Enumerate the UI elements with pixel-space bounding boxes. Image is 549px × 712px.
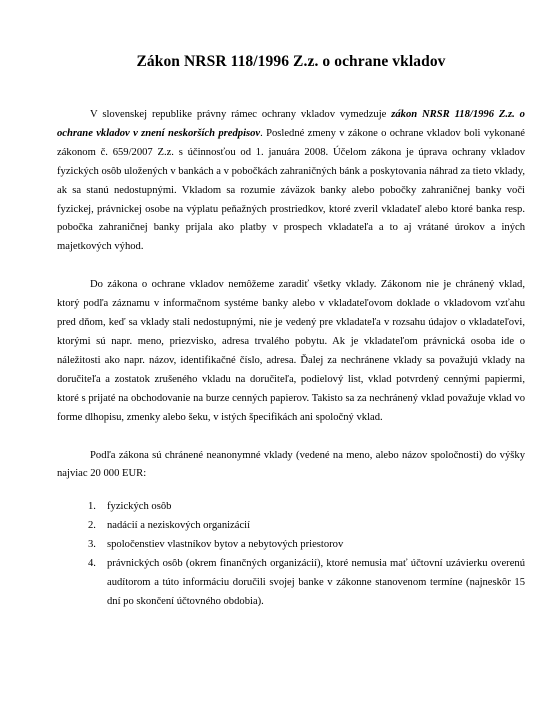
paragraph-rest-text: . Posledné zmeny v zákone o ochrane vkladov boli vykonané zákonom č. 659/2007 Z.z. s účinnosťou od 1. januára 2008. Účelom zákona je úprava ochrany vkladov fyzických osôb uložených v bankách a v pobočkách zahraničných bánk a poskytovania náhrad za tieto vklady, ak sa stanú nedostupnými. Vkladom sa rozumie záväzok banky alebo pobočky zahraničnej banky voči fyzickej, právnickej osobe na výplatu peňažných prostriedkov, ktoré zveril vkladateľ alebo ktoré banka resp. pobočka zahraničnej banky prijala ako platby v prospech vkladateľa a to aj vrátané úrokov a iných majetkových výhod.	[57, 127, 526, 253]
list-item-number: 2.	[88, 520, 96, 532]
paragraph-legal-framework	[57, 106, 525, 257]
law-reference: zákon NRSR 118/1996 Z.z. o ochrane vkladov v znení neskorších predpisov	[57, 109, 525, 139]
paragraph-lead-text: V slovenskej republike právny rámec ochrany vkladov vymedzuje	[90, 109, 392, 120]
list-item-text: právnických osôb (okrem finančných organizácií), ktoré nemusia mať účtovní uzávierku overenú audítorom a túto informáciu doručili svojej banke v zákonne stanovenom termíne (najneskôr 15 dní po skončení účtovného obdobia).	[107, 558, 525, 607]
document-title: Zákon NRSR 118/1996 Z.z. o ochrane vkladov	[136, 53, 446, 70]
protected-deposits-list	[57, 498, 525, 611]
list-item-text: spoločenstiev vlastníkov bytov a nebytových priestorov	[107, 539, 344, 551]
list-item-number: 4.	[88, 558, 96, 570]
list-item	[88, 555, 525, 612]
list-item-text: fyzických osôb	[107, 501, 172, 513]
paragraph-unprotected-deposits: Do zákona o ochrane vkladov nemôžeme zaradiť všetky vklady. Zákonom nie je chránený vklad, ktorý podľa záznamu v informačnom systéme banky alebo v vkladateľovom doklade o vkladovom vzťahu pred dňom, keď sa vklady stali nedostupnými, nie je vedený pre vkladateľa v rozsahu údajov o vkladateľovi, ktorými sú napr. meno, priezvisko, adresa trvalého pobytu. Ak je vkladateľom právnická osoba ide o náležitosti ako napr. názov, identifikačné číslo, adresa. Ďalej za nechránene vklady sa považujú vklady na doručiteľa a zostatok zrušeného vkladu na doručiteľa, podielový list, vklad potvrdený cennými papiermi, ktoré s prijaté na obchodovanie na burze cenných papierov. Takisto sa za nechránený vklad považuje vklad vo forme dlhopisu, zmenky alebo šeku, v istých špecifikách ani spoločný vklad.	[57, 279, 525, 423]
list-item	[88, 498, 525, 517]
list-item-number: 1.	[88, 501, 96, 513]
list-item	[88, 536, 525, 555]
paragraph-protected-deposits: Podľa zákona sú chránené neanonymné vklady (vedené na meno, alebo názov spoločnosti) do výšky najviac 20 000 EUR:	[57, 449, 525, 480]
list-item-text: nadácií a neziskových organizácií	[107, 520, 251, 532]
list-item-number: 3.	[88, 539, 96, 551]
list-item	[88, 517, 525, 536]
